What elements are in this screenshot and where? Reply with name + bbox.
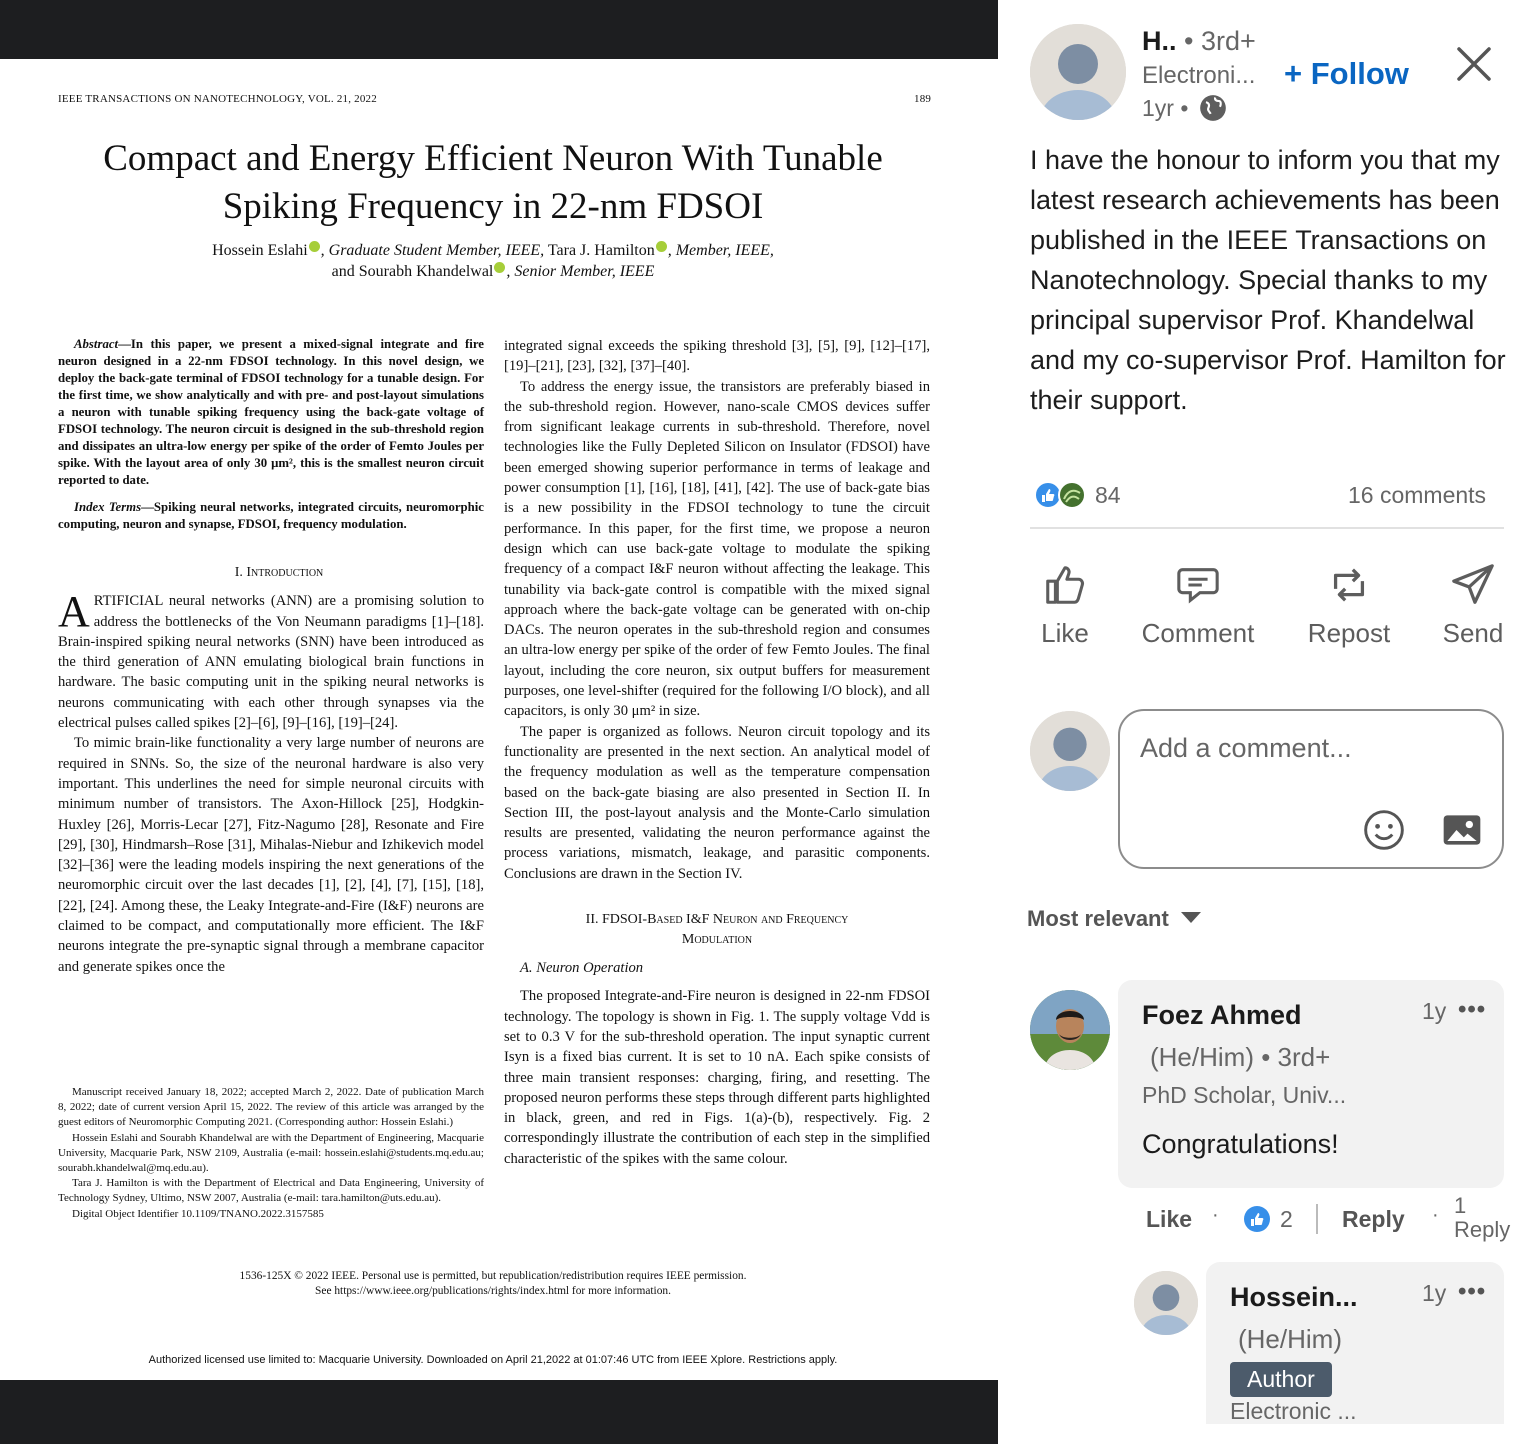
intro-paragraph: To mimic brain-like functionality a very large number of neurons are required in SNNs. So, the size of the neuronal hardware is also very important. This underlines the need for simple neuronal circuits with minimum number of transistors. The Axon-Hillock [25], Hodgkin-Huxley [26], Morris-Lecar [27], Fitz-Nagumo [28], Resonate and Fire [29], [30], Hindmarsh–Rose [31], Mihalas-Niebur and Izhikevich model [32]–[36] were the leading models inspiring the next generations of the neuromorphic circuit over the last decades [1], [2], [4], [7], [15], [18], [22], [24]. Among these, the Leaky Integrate-and-Fire (I&F) neurons are claimed to be compact, and computationally more efficient. The I&F neurons integrate the pre-synaptic signal through a membrane capacitor and generate spikes once the: [58, 735, 484, 975]
comment-reply-button[interactable]: Reply: [1342, 1206, 1405, 1232]
separator-dot: ·: [1432, 1204, 1439, 1226]
repost-icon: [1326, 562, 1372, 608]
follow-button[interactable]: + Follow: [1284, 56, 1409, 91]
reaction-icons-svg: [1032, 480, 1094, 510]
footnote: Manuscript received January 18, 2022; accepted March 2, 2022. Date of publication March 8, 2022; date of current version April 15, 2022. The review of this article was arranged by the guest editors of Neuromorphic Computing 2021. (Corresponding author: Hossein Eslahi.): [58, 1086, 484, 1129]
sort-dropdown[interactable]: [1027, 906, 1201, 932]
send-icon: [1450, 562, 1496, 608]
comment-card: [1118, 980, 1504, 1188]
index-terms-text: —Spiking neural networks, integrated circuits, neuromorphic computing, neuron and synapse, FDSOI, frequency modulation.: [58, 500, 484, 531]
intro-paragraph: [58, 587, 484, 733]
more-icon[interactable]: •••: [1458, 1278, 1487, 1305]
paragraph-text: RTIFICIAL neural networks (ANN) are a promising solution to address the bottlenecks of the Von Neumann paradigms [1]–[18]. Brain-inspired spiking neural networks (SNN) have been introduced as the third generation of ANN emulating biological brain functions in hardware. The basic computing unit in the spiking neural networks is neurons communicating with each other through synapses via the electrical pulses called spikes [2]–[6], [9]–[16], [19]–[24].: [58, 593, 484, 732]
orcid-icon[interactable]: [309, 241, 320, 252]
comment-reaction-icon[interactable]: [1242, 1204, 1272, 1234]
connection-degree: • 3rd+: [1184, 26, 1256, 56]
author-avatar[interactable]: [1030, 24, 1126, 120]
author-name: Tara J. Hamilton: [544, 242, 655, 259]
subsection-heading: A. Neuron Operation: [520, 960, 644, 977]
comment-text: Congratulations!: [1142, 1129, 1339, 1159]
like-reaction-icon: [1242, 1204, 1272, 1234]
paper-left-column: [58, 336, 484, 977]
commenter-headline: PhD Scholar, Univ...: [1142, 1082, 1347, 1108]
repost-label: Repost: [1307, 618, 1391, 648]
like-label: Like: [1041, 618, 1089, 648]
author-role: , Graduate Student Member, IEEE,: [320, 242, 545, 259]
comment-like-button[interactable]: Like: [1146, 1206, 1193, 1232]
reaction-count[interactable]: 84: [1095, 482, 1121, 508]
reply-card: [1206, 1262, 1504, 1424]
reply-author-pronouns: (He/Him): [1238, 1324, 1342, 1354]
comment-action[interactable]: [1130, 562, 1266, 649]
comment-reaction-count[interactable]: 2: [1280, 1206, 1293, 1232]
author-name: Hossein Eslahi: [212, 242, 308, 259]
index-terms: [58, 499, 484, 533]
separator-dot: ·: [1212, 1204, 1219, 1226]
image-icon[interactable]: [1440, 808, 1484, 852]
divider: [1030, 527, 1504, 529]
author-role: , Senior Member, IEEE: [506, 263, 655, 280]
page-number: 189: [914, 93, 932, 105]
abstract-text: —In this paper, we present a mixed-signal integrate and fire neuron designed in a 22-nm FDSOI technology. In this novel design, we deploy the back-gate terminal of FDSOI technology for a tunable design. For the first time, we show analytically and with pre- and post-layout simulations a neuron with tunable spiking frequency using the back-gate voltage of FDSOI technology. The neuron circuit is designed in the sub-threshold region and dissipates an ultra-low energy per spike of the order of Femto Joules per spike. With the layout area of only 30 μm², this is the smallest neuron circuit reported to date.: [58, 337, 484, 487]
footnote: Hossein Eslahi and Sourabh Khandelwal are with the Department of Engineering, Macquarie University, Macquarie Park, NSW 2109, Australia (e-mail: hossein.eslahi@students.mq.edu.au; sourabh.khandelwal@mq.edu.au).: [58, 1131, 484, 1175]
divider: [1316, 1204, 1318, 1234]
globe-icon: [1199, 94, 1227, 122]
section-title-line: Modulation: [681, 932, 753, 948]
reply-author-headline: Electronic ...: [1230, 1398, 1357, 1424]
title-line-1: Compact and Energy Efficient Neuron With Tunable: [103, 138, 883, 179]
post-time-text: 1yr •: [1142, 95, 1189, 121]
author-role: , Member, IEEE,: [667, 242, 774, 259]
avatar-placeholder-icon: [1030, 24, 1126, 120]
paragraph: The proposed Integrate-and-Fire neuron is designed in 22-nm FDSOI technology. The topology is shown in Fig. 1. The supply voltage Vdd is set to 0.3 V for the sub-threshold operation. The input synaptic current Isyn is a fixed bias current. It is set to 10 nA. Each spike consists of three main transient responses: charging, firing, and resetting. The proposed neuron performs these steps through different parts highlighted in black, green, and red in Figs. 1(a)-(b), respectively. Fig. 2 correspondingly illustrate the contribution of each step in the simplified characteristic of the spikes with the same colour.: [504, 988, 930, 1167]
copyright-line: 1536-125X © 2022 IEEE. Personal use is permitted, but republication/redistribution requires IEEE permission.: [239, 1270, 747, 1282]
orcid-icon[interactable]: [656, 241, 667, 252]
repost-action[interactable]: [1294, 562, 1404, 649]
reply-time: 1y: [1422, 1280, 1447, 1306]
avatar-placeholder-icon: [1030, 711, 1110, 791]
section-title: Introduction: [246, 565, 324, 580]
like-action[interactable]: [1010, 562, 1120, 649]
comment-input[interactable]: [1118, 709, 1504, 869]
replies-count[interactable]: [1454, 1194, 1510, 1242]
commenter-pronouns: (He/Him): [1150, 1042, 1254, 1072]
paper-page: [0, 59, 998, 1380]
abstract-label: Abstract: [74, 337, 119, 351]
commenter-name[interactable]: Foez Ahmed: [1142, 1000, 1302, 1030]
post-panel: [998, 0, 1536, 1444]
copyright-line: See https://www.ieee.org/publications/rights/index.html for more information.: [315, 1285, 671, 1298]
reply-author-name[interactable]: Hossein...: [1230, 1282, 1358, 1312]
send-action[interactable]: [1418, 562, 1528, 649]
paper-authors: [40, 240, 946, 282]
post-author-name[interactable]: H..: [1142, 26, 1177, 56]
reaction-icons[interactable]: [1032, 480, 1094, 510]
replies-count-label: Reply: [1454, 1217, 1511, 1242]
comment-placeholder: Add a comment...: [1140, 733, 1352, 763]
copyright-notice: [40, 1269, 946, 1300]
caret-down-icon: [1181, 912, 1201, 924]
section-heading: [58, 563, 484, 583]
comment-icon: [1175, 562, 1221, 608]
comment-time: 1y: [1422, 998, 1447, 1024]
section-title-line: II. FDSOI-Based I&F Neuron and Frequency: [585, 912, 849, 928]
profile-photo: [1030, 990, 1110, 1070]
footnote: Digital Object Identifier 10.1109/TNANO.2022.3157585: [72, 1207, 324, 1220]
license-notice: Authorized licensed use limited to: Macquarie University. Downloaded on April 21,2022 at 01:07:46 UTC from IEEE Xplore. Restrictions apply.: [148, 1354, 838, 1366]
comment-label: Comment: [1141, 618, 1255, 648]
paragraph: The paper is organized as follows. Neuron circuit topology and its functionality are presented in the next section. An analytical model of the frequency modulation as well as the temperature compensation based on the back-gate biasing are also presented in Section II. In Section III, the post-layout analysis and the Monte-Carlo simulation results are presented, validating the neuron performance against the process variations, mismatch, leakage, and parasitic components. Conclusions are drawn in the Section IV.: [504, 723, 930, 882]
paragraph: To address the energy issue, the transistors are preferably biased in the sub-threshold region. However, nano-scale CMOS devices suffer from significant leakage currents in sub-threshold. Therefore, novel technologies like the Fully Depleted Silicon on Insulator (FDSOI) have been emerged showing superior performance in terms of leakage and power consumption [1], [16], [18], [41], [42]. The use of back-gate bias is a new possibility in the FDSOI technology to tune the circuit performance. In this paper, for the first time, we propose a neuron design which can use back-gate voltage to modulate the spiking frequency of a compact I&F neuron without affecting the leakage. This tunability via back-gate control is compatible with the mixed signal approach where the back-gate voltage can be generated with on-chip DACs. The neuron operates in the sub-threshold region and consumes an ultra-low energy per spike of the order of few Femto Joules. The final layout, including the core neuron, six output buffers for measurement purposes, one level-shifter (required for the following I/O block), and all capacitors, is only 30 μm² in size.: [504, 378, 930, 720]
sort-label: Most relevant: [1027, 906, 1169, 931]
section-number: I.: [234, 565, 247, 580]
close-icon: [1454, 44, 1494, 84]
avatar-placeholder-icon: [1134, 1271, 1198, 1335]
post-time: [1142, 94, 1227, 122]
emoji-icon[interactable]: [1362, 808, 1406, 852]
commenter-avatar[interactable]: [1030, 990, 1110, 1070]
paper-right-column: [504, 336, 930, 1169]
dropcap: A: [58, 587, 90, 637]
paragraph: integrated signal exceeds the spiking threshold [3], [5], [9], [12]–[17], [19]–[21], [23], [32], [37]–[40].: [504, 338, 930, 375]
title-line-2: Spiking Frequency in 22-nm FDSOI: [222, 186, 764, 227]
close-button[interactable]: [1454, 44, 1494, 84]
index-terms-label: Index Terms: [74, 500, 142, 514]
more-icon[interactable]: •••: [1458, 996, 1487, 1023]
author-badge: Author: [1230, 1362, 1332, 1397]
orcid-icon[interactable]: [494, 262, 505, 273]
like-icon: [1042, 562, 1088, 608]
send-label: Send: [1442, 618, 1504, 648]
journal-header: IEEE TRANSACTIONS ON NANOTECHNOLOGY, VOL. 21, 2022: [58, 93, 377, 105]
footnote: Tara J. Hamilton is with the Department of Electrical and Data Engineering, University of Technology Sydney, Ultimo, NSW 2007, Australia (e-mail: tara.hamilton@uts.edu.au).: [58, 1177, 484, 1205]
section-heading: [504, 910, 930, 950]
post-author-line: [1142, 26, 1256, 57]
paper-footnotes: [58, 1085, 484, 1222]
abstract: [58, 336, 484, 489]
author-name: and Sourabh Khandelwal: [331, 263, 494, 280]
comments-count[interactable]: 16 comments: [1348, 482, 1487, 508]
connection-degree: • 3rd+: [1261, 1042, 1331, 1072]
reply-author-avatar[interactable]: [1134, 1271, 1198, 1335]
commenter-meta: [1150, 1042, 1330, 1073]
post-author-headline: Electroni...: [1142, 62, 1256, 89]
replies-count-number: 1: [1454, 1193, 1467, 1218]
post-body: I have the honour to inform you that my latest research achievements has been published in the IEEE Transactions on Nanotechnology. Special thanks to my principal supervisor Prof. Khandelwal and my co-supervisor Prof. Hamilton for their support.: [1030, 145, 1506, 415]
viewer-avatar[interactable]: [1030, 711, 1110, 791]
paper-title: [40, 135, 946, 231]
